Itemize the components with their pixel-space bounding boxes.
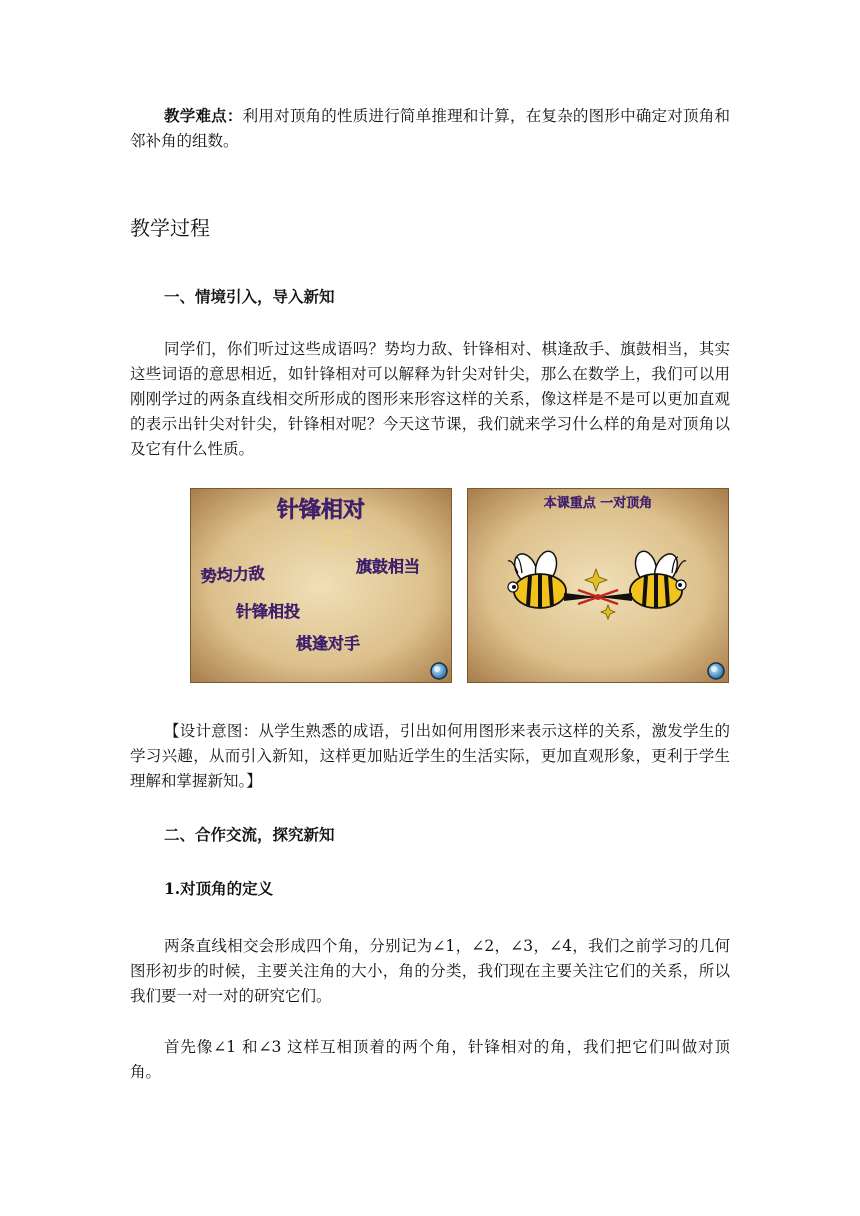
- slide1-idiom-1: 势均力敌: [200, 563, 266, 586]
- slide1-vs: VS: [318, 525, 354, 553]
- teaching-process-title: 教学过程: [130, 216, 210, 240]
- teaching-difficulty-paragraph: [130, 103, 730, 154]
- magnifier-icon: [708, 663, 724, 679]
- magnifier-icon: [431, 663, 447, 679]
- slide1-idiom-3: 针锋相投: [236, 602, 301, 621]
- slide1-idiom-4: 棋逢对手: [296, 634, 361, 653]
- slide-focus-image: [467, 488, 729, 683]
- section1-heading: 一、情境引入，导入新知: [164, 287, 335, 306]
- teaching-difficulty-text: 利用对顶角的性质进行简单推理和计算，在复杂的图形中确定对顶角和邻补角的组数。: [130, 107, 730, 150]
- section2-paragraph-2: 首先像∠1 和∠3 这样互相顶着的两个角，针锋相对的角，我们把它们叫做对顶角。: [130, 1038, 730, 1081]
- section2-heading: 二、合作交流，探究新知: [164, 825, 335, 844]
- slide-idioms-image: [190, 488, 452, 683]
- teaching-difficulty-label: 教学难点：: [164, 106, 243, 125]
- section2-subheading: 1.对顶角的定义: [164, 879, 274, 898]
- section2-paragraph-1: 两条直线相交会形成四个角，分别记为∠1，∠2，∠3，∠4，我们之前学习的几何图形初步的时候，主要关注角的大小，角的分类，我们现在主要关注它们的关系，所以我们要一对一对的研究它们。: [130, 937, 730, 1005]
- slide1-title: 针锋相对: [276, 498, 366, 523]
- section1-intro-paragraph: 同学们，你们听过这些成语吗？势均力敌、针锋相对、棋逢敌手、旗鼓相当，其实这些词语的意思相近，如针锋相对可以解释为针尖对针尖，那么在数学上，我们可以用刚刚学过的两条直线相交所形成的图形来形容这样的关系，像这样是不是可以更加直观的表示出针尖对针尖，针锋相对呢？今天这节课，我们就来学习什么样的角是对顶角以及它有什么性质。: [130, 340, 730, 458]
- slide1-idiom-2: 旗鼓相当: [356, 557, 421, 576]
- slide2-title: 本课重点 一对顶角: [543, 496, 653, 511]
- slide-focus-canvas: [468, 489, 728, 682]
- design-intent-paragraph: 【设计意图：从学生熟悉的成语，引出如何用图形来表示这样的关系，激发学生的学习兴趣，从而引入新知，这样更加贴近学生的生活实际，更加直观形象，更利于学生理解和掌握新知。】: [130, 722, 730, 790]
- slide-idioms-canvas: [191, 489, 451, 682]
